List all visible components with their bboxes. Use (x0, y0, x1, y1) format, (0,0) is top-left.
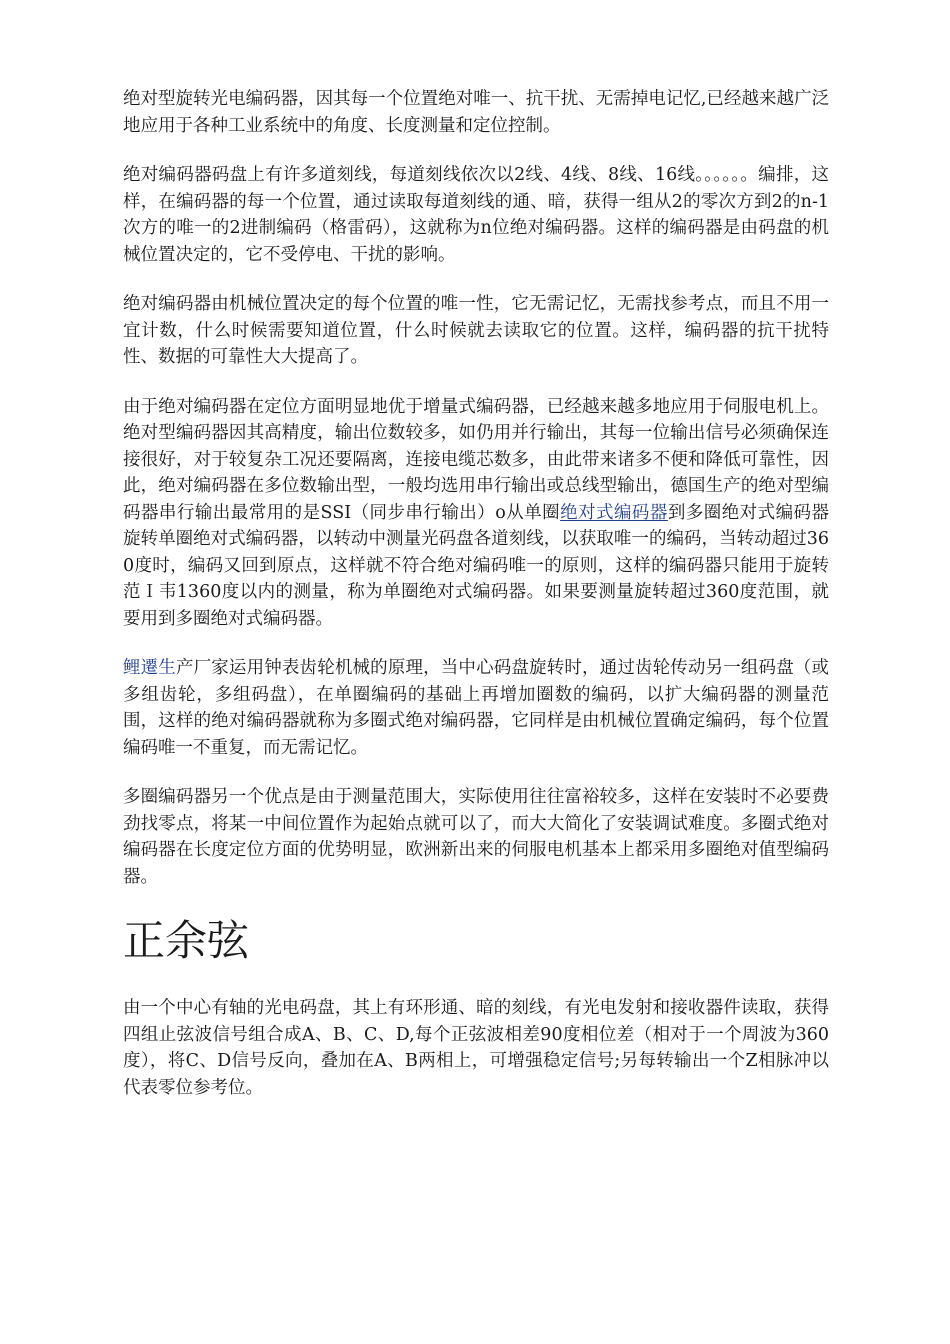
section-heading: 正余弦 (123, 916, 250, 965)
paragraph-2: 绝对编码器码盘上有许多道刻线，每道刻线依次以2线、4线、8线、16线。。。。。。编排，这样，在编码器的每一个位置，通过读取每道刻线的通、暗，获得一组从2的零次方到2的n-1次方的唯一的2进制编码（格雷码），这就称为n位绝对编码器。这样的编码器是由码盘的机械位置决定的，它不受停电、干扰的影响。 (123, 165, 829, 265)
document-body (123, 86, 829, 1124)
absolute-encoder-link[interactable]: 绝对式编码器 (560, 502, 668, 523)
paragraph-5-text: 产厂家运用钟表齿轮机械的原理，当中心码盘旋转时，通过齿轮传动另一组码盘（或多组齿轮，多组码盘），在单圈编码的基础上再增加圈数的编码，以扩大编码器的测量范围，这样的绝对编码器就称为多圈式绝对编码器，它同样是由机械位置确定编码，每个位置编码唯一不重复，而无需记忆。 (123, 658, 830, 758)
paragraph-4-text-after: 到多圈绝对式编码器旋转单圈绝对式编码器，以转动中测量光码盘各道刻线，以获取唯一的编码，当转动超过360度时，编码又回到原点，这样就不符合绝对编码唯一的原则，这样的编码器只能用于旋转范Ｉ韦1360度以内的测量，称为单圈绝对式编码器。如果要测量旋转超过360度范围，就要用到多圈绝对式编码器。 (123, 502, 830, 629)
paragraph-1: 绝对型旋转光电编码器，因其每一个位置绝对唯一、抗干扰、无需掉电记忆,已经越来越广泛地应用于各种工业系统中的角度、长度测量和定位控制。 (123, 89, 829, 136)
paragraph-3: 绝对编码器由机械位置决定的每个位置的唯一性，它无需记忆，无需找参考点，而且不用一宜计数，什么时候需要知道位置，什么时候就去读取它的位置。这样，编码器的抗干扰特性、数据的可靠性大大提高了。 (123, 294, 829, 367)
paragraph-7: 由一个中心有轴的光电码盘，其上有环形通、暗的刻线，有光电发射和接收器件读取，获得四组止弦波信号组合成A、B、C、D,每个正弦波相差90度相位差（相对于一个周波为360度），将C、D信号反向，叠加在A、B两相上，可增强稳定信号;另每转输出一个Z相脉冲以代表零位参考位。 (123, 998, 829, 1098)
paragraph-6: 多圈编码器另一个优点是由于测量范围大，实际使用往往富裕较多，这样在安装时不必要费劲找零点，将某一中间位置作为起始点就可以了，而大大简化了安装调试难度。多圈式绝对编码器在长度定位方面的优势明显，欧洲新出来的伺服电机基本上都采用多圈绝对值型编码器。 (123, 787, 829, 887)
paragraph-4-text-before: 由于绝对编码器在定位方面明显地优于增量式编码器，已经越来越多地应用于伺服电机上。绝对型编码器因其高精度，输出位数较多，如仍用并行输出，其每一位输出信号必须确保连接很好，对于较复杂工况还要隔离，连接电缆芯数多，由此带来诸多不便和降低可靠性，因此，绝对编码器在多位数输出型，一般均选用串行输出或总线型输出，德国生产的绝对型编码器串行输出最常用的是SSI（同步串行输出）o从单圈 (123, 396, 829, 523)
brand-text: 鲤遷生 (123, 658, 176, 678)
paragraph-5 (123, 655, 829, 761)
paragraph-4 (123, 394, 829, 633)
